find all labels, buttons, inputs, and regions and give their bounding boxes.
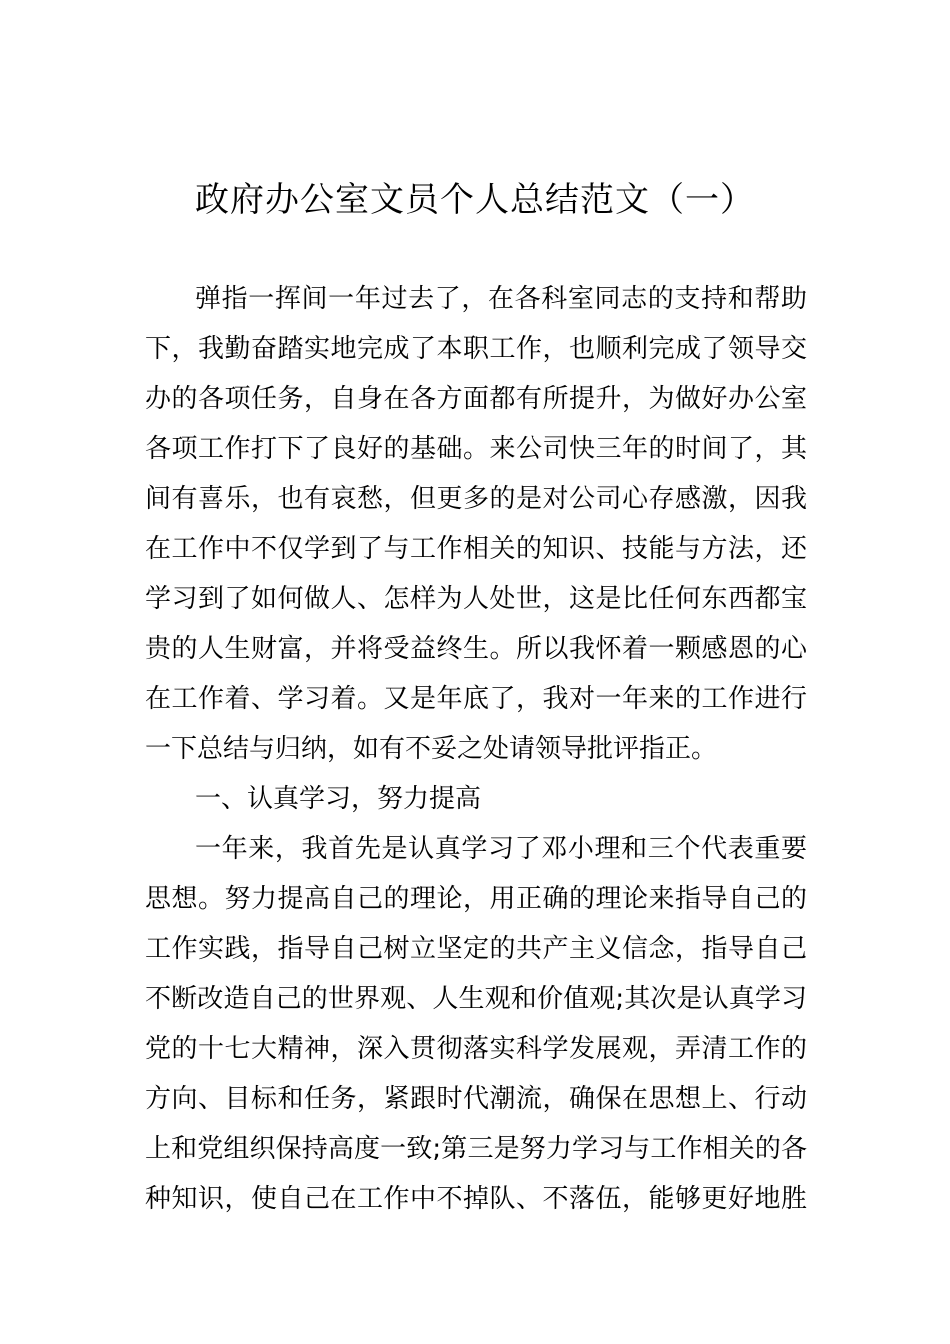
paragraph-line: 种知识，使自己在工作中不掉队、不落伍，能够更好地胜: [145, 1184, 807, 1214]
section-heading: 一、认真学习，努力提高: [195, 784, 482, 814]
paragraph-line: 上和党组织保持高度一致;第三是努力学习与工作相关的各: [145, 1134, 807, 1164]
document-title: 政府办公室文员个人总结范文（一）: [195, 180, 755, 220]
paragraph-line: 弹指一挥间一年过去了，在各科室同志的支持和帮助: [195, 284, 807, 314]
paragraph-line: 在工作着、学习着。又是年底了，我对一年来的工作进行: [145, 684, 807, 714]
paragraph-line: 间有喜乐，也有哀愁，但更多的是对公司心存感激，因我: [145, 484, 807, 514]
paragraph-line: 下，我勤奋踏实地完成了本职工作，也顺利完成了领导交: [145, 334, 807, 364]
paragraph-line: 在工作中不仅学到了与工作相关的知识、技能与方法，还: [145, 534, 807, 564]
paragraph-line: 办的各项任务，自身在各方面都有所提升，为做好办公室: [145, 384, 807, 414]
paragraph-line: 贵的人生财富，并将受益终生。所以我怀着一颗感恩的心: [145, 634, 807, 664]
paragraph-line: 党的十七大精神，深入贯彻落实科学发展观，弄清工作的: [145, 1034, 807, 1064]
paragraph-line: 方向、目标和任务，紧跟时代潮流，确保在思想上、行动: [145, 1084, 807, 1114]
paragraph-line: 一下总结与归纳，如有不妥之处请领导批评指正。: [145, 734, 718, 764]
paragraph-line: 一年来，我首先是认真学习了邓小理和三个代表重要: [195, 834, 807, 864]
paragraph-line: 学习到了如何做人、怎样为人处世，这是比任何东西都宝: [145, 584, 807, 614]
paragraph-line: 各项工作打下了良好的基础。来公司快三年的时间了，其: [145, 434, 807, 464]
paragraph-line: 工作实践，指导自己树立坚定的共产主义信念，指导自己: [145, 934, 807, 964]
paragraph-line: 思想。努力提高自己的理论，用正确的理论来指导自己的: [145, 884, 807, 914]
paragraph-line: 不断改造自己的世界观、人生观和价值观;其次是认真学习: [145, 984, 807, 1014]
